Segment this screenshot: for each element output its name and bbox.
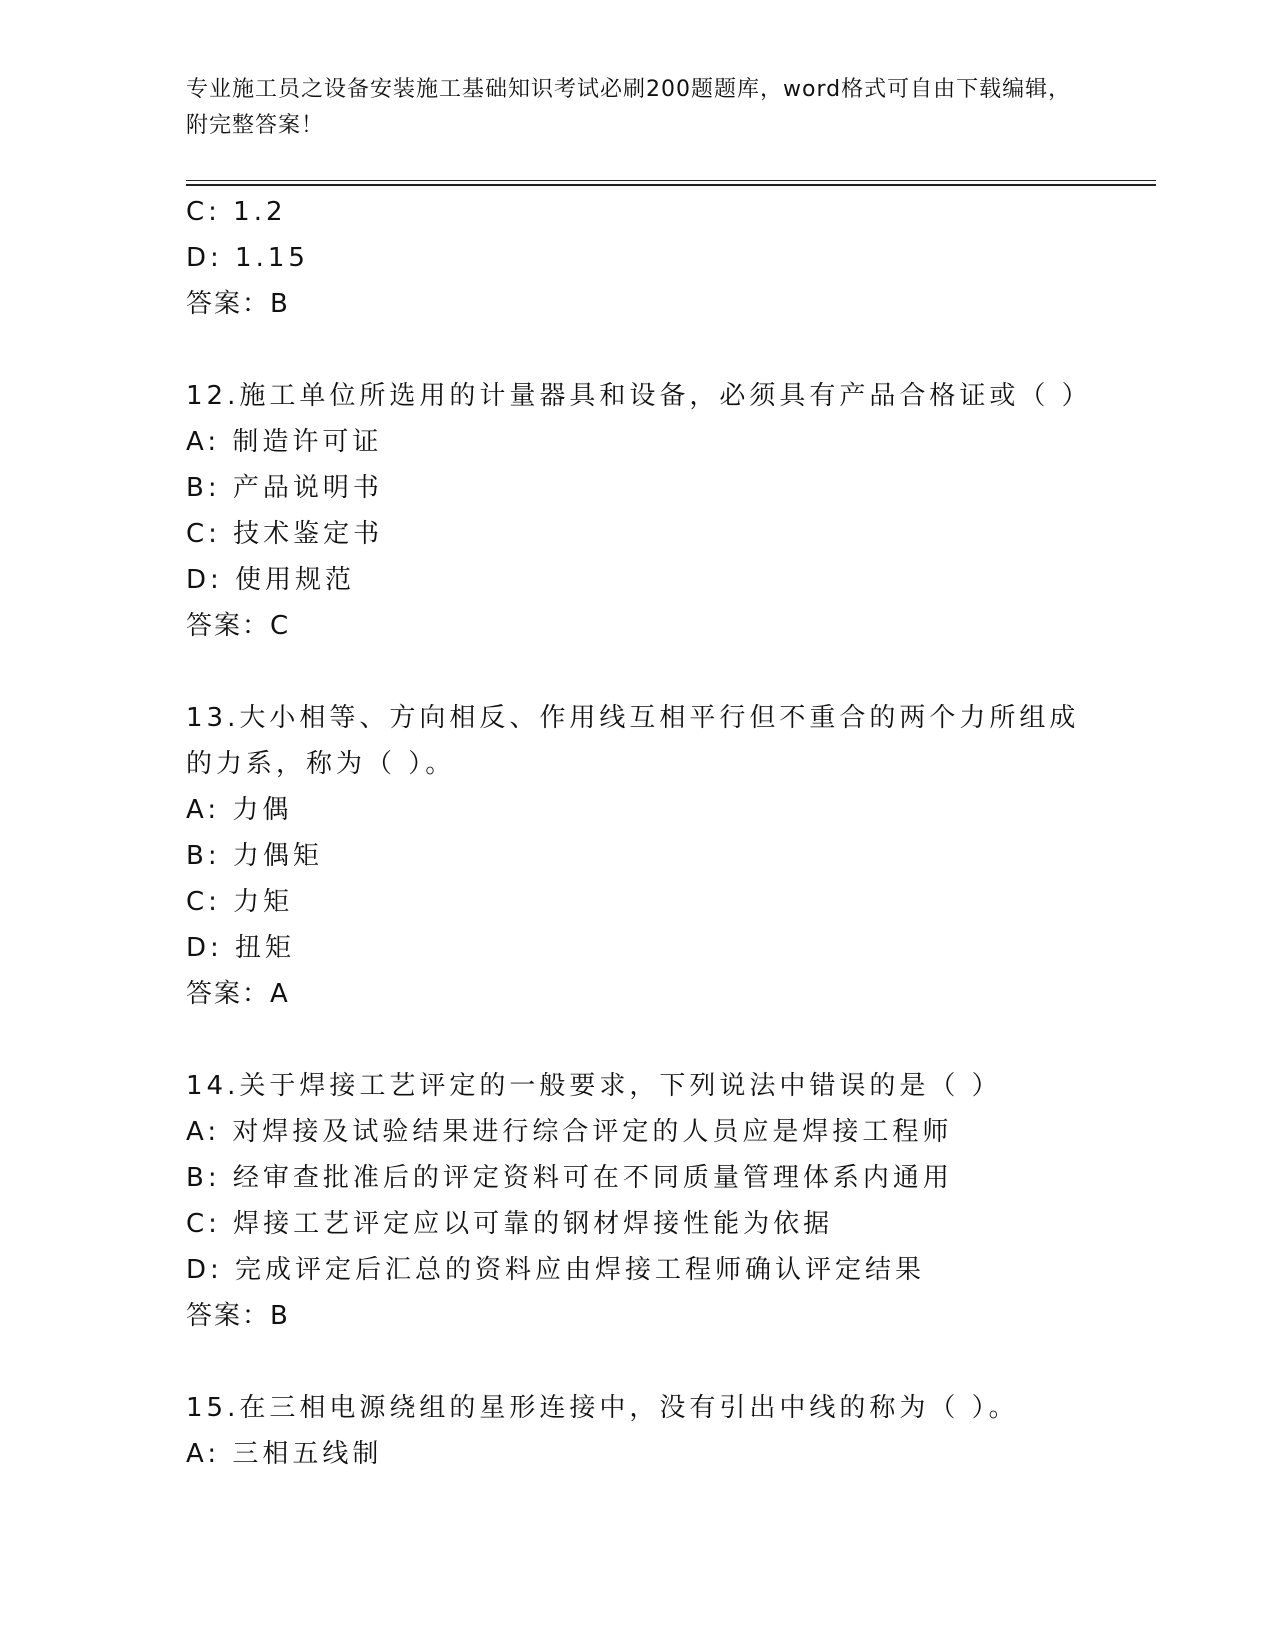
question-stem: 13.大小相等、方向相反、作用线互相平行但不重合的两个力所组成的力系，称为（ ）。 bbox=[186, 703, 1080, 779]
option-c: C: 1.2 bbox=[186, 197, 287, 227]
answer-line: 答案：B bbox=[186, 289, 290, 319]
previous-question-tail bbox=[186, 189, 1106, 327]
option-d: D: 使用规范 bbox=[186, 565, 356, 595]
spacer bbox=[186, 649, 1106, 695]
header-rule-thick bbox=[186, 184, 1156, 186]
option-a: A: 对焊接及试验结果进行综合评定的人员应是焊接工程师 bbox=[186, 1117, 953, 1147]
option-b: B: 产品说明书 bbox=[186, 473, 383, 503]
question-list bbox=[186, 189, 1106, 1477]
option-a: A: 力偶 bbox=[186, 795, 293, 825]
option-c: C: 技术鉴定书 bbox=[186, 519, 384, 549]
spacer bbox=[186, 1017, 1106, 1063]
header-rule-thin bbox=[186, 180, 1156, 181]
question-13 bbox=[186, 695, 1106, 1017]
option-b: B: 经审查批准后的评定资料可在不同质量管理体系内通用 bbox=[186, 1163, 953, 1193]
document-header bbox=[186, 72, 1086, 144]
option-a: A: 制造许可证 bbox=[186, 427, 383, 457]
question-stem: 15.在三相电源绕组的星形连接中，没有引出中线的称为（ ）。 bbox=[186, 1393, 1019, 1423]
question-stem: 12.施工单位所选用的计量器具和设备，必须具有产品合格证或（ ） bbox=[186, 381, 1092, 411]
question-15 bbox=[186, 1385, 1106, 1477]
option-a: A: 三相五线制 bbox=[186, 1439, 383, 1469]
option-d: D: 1.15 bbox=[186, 243, 309, 273]
spacer bbox=[186, 327, 1106, 373]
option-c: C: 力矩 bbox=[186, 887, 294, 917]
answer-line: 答案：C bbox=[186, 611, 291, 641]
option-c: C: 焊接工艺评定应以可靠的钢材焊接性能为依据 bbox=[186, 1209, 834, 1239]
option-d: D: 完成评定后汇总的资料应由焊接工程师确认评定结果 bbox=[186, 1255, 926, 1285]
option-b: B: 力偶矩 bbox=[186, 841, 323, 871]
question-14 bbox=[186, 1063, 1106, 1339]
spacer bbox=[186, 1339, 1106, 1385]
option-d: D: 扭矩 bbox=[186, 933, 296, 963]
header-title: 专业施工员之设备安装施工基础知识考试必刷200题题库，word格式可自由下载编辑，附完整答案！ bbox=[186, 77, 1072, 138]
question-stem: 14.关于焊接工艺评定的一般要求，下列说法中错误的是（ ） bbox=[186, 1071, 1002, 1101]
answer-line: 答案：B bbox=[186, 1301, 290, 1331]
answer-line: 答案：A bbox=[186, 979, 290, 1009]
question-12 bbox=[186, 373, 1106, 649]
